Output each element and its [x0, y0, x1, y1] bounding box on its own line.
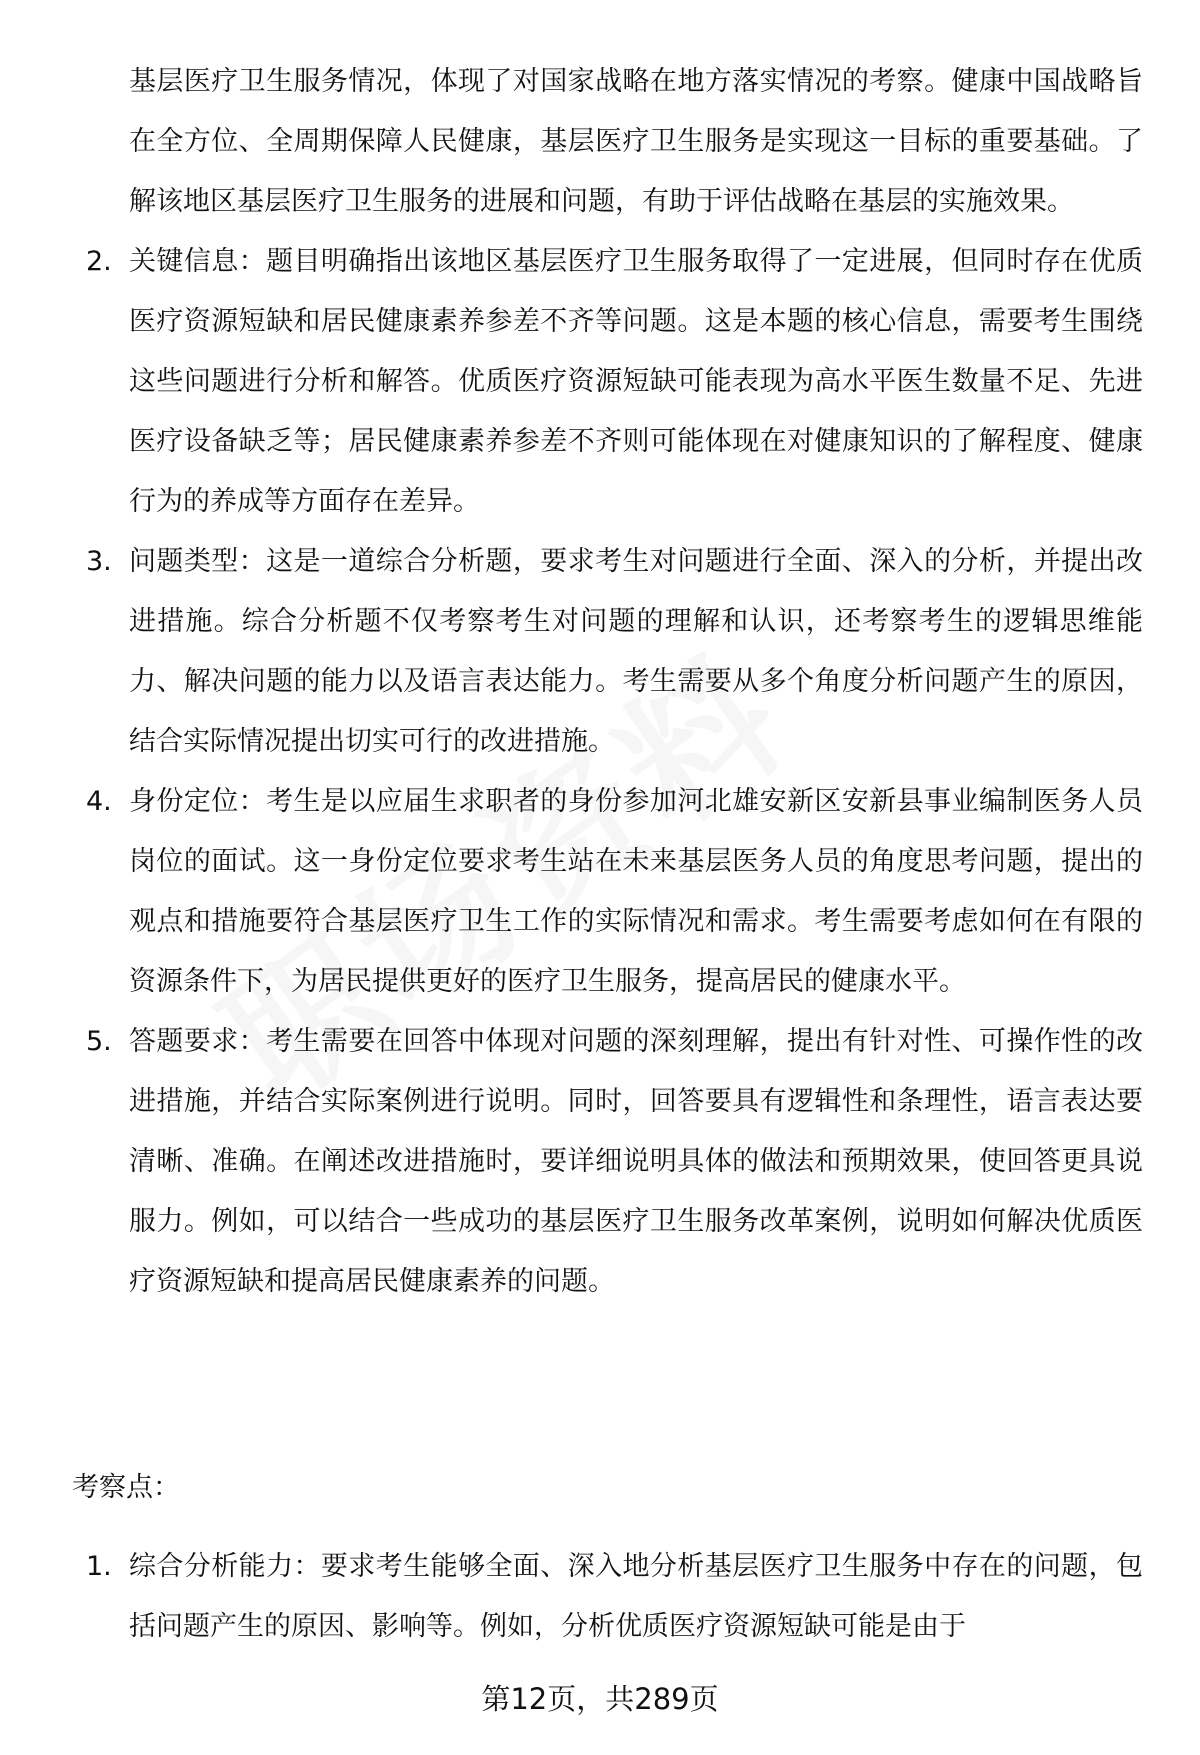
list-item-text: 身份定位：考生是以应届生求职者的身份参加河北雄安新区安新县事业编制医务人员岗位的面试。这一身份定位要求考生站在未来基层医务人员的角度思考问题，提出的观点和措施要符合基层医疗卫生工作的实际情况和需求。考生需要考虑如何在有限的资源条件下，为居民提供更好的医疗卫生服务，提高居民的健康水平。 — [129, 786, 1143, 997]
list-item — [0, 772, 1200, 1012]
page-footer: 第12页，共289页 — [481, 1682, 719, 1716]
list-item — [0, 232, 1200, 532]
section-heading: 考察点： — [72, 1472, 180, 1503]
list-item-text: 答题要求：考生需要在回答中体现对问题的深刻理解，提出有针对性、可操作性的改进措施，并结合实际案例进行说明。同时，回答要具有逻辑性和条理性，语言表达要清晰、准确。在阐述改进措施时，要详细说明具体的做法和预期效果，使回答更具说服力。例如，可以结合一些成功的基层医疗卫生服务改革案例，说明如何解决优质医疗资源短缺和提高居民健康素养的问题。 — [129, 1026, 1143, 1297]
list-item-number: 4. — [86, 786, 112, 817]
list-item — [0, 1012, 1200, 1312]
list-item-text: 问题类型：这是一道综合分析题，要求考生对问题进行全面、深入的分析，并提出改进措施。综合分析题不仅考察考生对问题的理解和认识，还考察考生的逻辑思维能力、解决问题的能力以及语言表达能力。考生需要从多个角度分析问题产生的原因，结合实际情况提出切实可行的改进措施。 — [129, 546, 1143, 757]
list-item-text: 基层医疗卫生服务情况，体现了对国家战略在地方落实情况的考察。健康中国战略旨在全方位、全周期保障人民健康，基层医疗卫生服务是实现这一目标的重要基础。了解该地区基层医疗卫生服务的进展和问题，有助于评估战略在基层的实施效果。 — [129, 66, 1143, 217]
list-item — [0, 532, 1200, 772]
list-item-number: 1. — [86, 1551, 112, 1582]
list-item-continuation — [0, 52, 1200, 232]
list-item-text: 综合分析能力：要求考生能够全面、深入地分析基层医疗卫生服务中存在的问题，包括问题产生的原因、影响等。例如，分析优质医疗资源短缺可能是由于 — [129, 1551, 1143, 1642]
analysis-list — [0, 52, 1200, 1312]
points-list — [0, 1537, 1200, 1657]
list-item-number: 2. — [86, 246, 112, 277]
list-item-number: 5. — [86, 1026, 112, 1057]
list-item-number: 3. — [86, 546, 112, 577]
list-item-text: 关键信息：题目明确指出该地区基层医疗卫生服务取得了一定进展，但同时存在优质医疗资源短缺和居民健康素养参差不齐等问题。这是本题的核心信息，需要考生围绕这些问题进行分析和解答。优质医疗资源短缺可能表现为高水平医生数量不足、先进医疗设备缺乏等；居民健康素养参差不齐则可能体现在对健康知识的了解程度、健康行为的养成等方面存在差异。 — [129, 246, 1143, 517]
list-item — [0, 1537, 1200, 1657]
